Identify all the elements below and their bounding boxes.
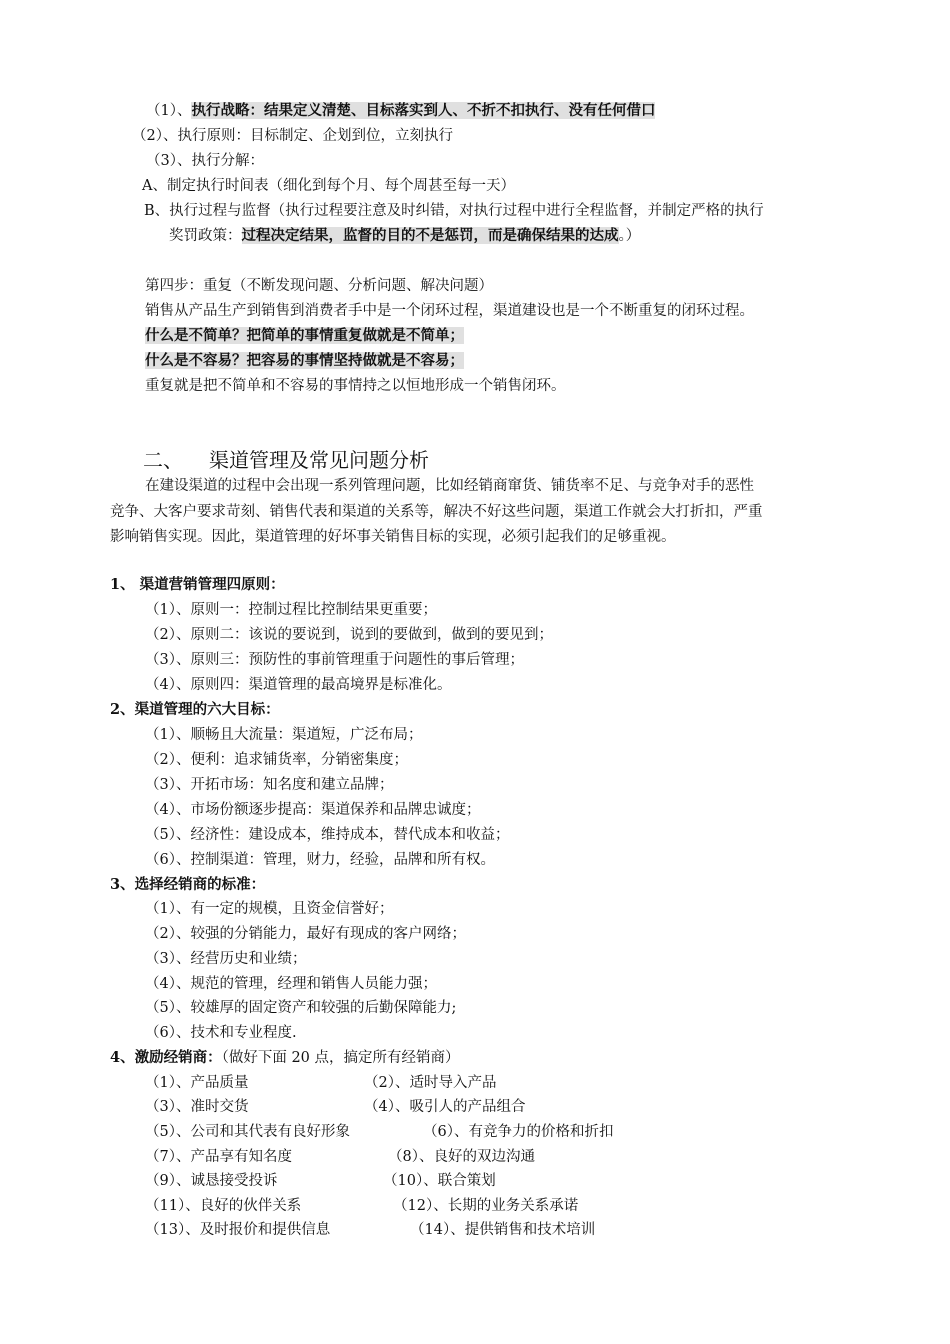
section2-para-line1: 在建设渠道的过程中会出现一系列管理问题，比如经销商窜货、铺货率不足、与竞争对手的恶性: [145, 478, 754, 494]
principles-heading: 1、 渠道营销管理四原则：: [110, 576, 285, 593]
principle-item: （4）、原则四：渠道管理的最高境界是标准化。: [145, 677, 452, 693]
exec-item-b-suffix: 。）: [618, 228, 641, 244]
exec-item-a: A、制定执行时间表（细化到每个月、每个周甚至每一天）: [142, 178, 515, 194]
section2-number: 二、: [143, 448, 183, 472]
incentive-heading-bold: 4、激励经销商：: [110, 1049, 222, 1066]
criteria-item: （4）、规范的管理，经理和销售人员能力强；: [145, 976, 437, 992]
incentive-item: （7）、产品享有知名度: [145, 1149, 292, 1165]
exec-item-1: [146, 99, 655, 123]
exec-item-2: （2）、执行原则：目标制定、企划到位，立刻执行: [132, 128, 453, 144]
criteria-item: （5）、较雄厚的固定资产和较强的后勤保障能力;: [145, 1000, 457, 1016]
goals-heading: 2、渠道管理的六大目标：: [110, 701, 280, 718]
principle-item: （1）、原则一：控制过程比控制结果更重要；: [145, 602, 437, 618]
incentive-heading: [110, 1046, 460, 1070]
incentive-item: （6）、有竞争力的价格和折扣: [423, 1124, 614, 1140]
criteria-item: （1）、有一定的规模，且资金信誉好；: [145, 901, 394, 917]
principle-item: （2）、原则二：该说的要说到，说到的要做到，做到的要见到；: [145, 627, 553, 643]
section2-title: 渠道管理及常见问题分析: [209, 448, 429, 472]
incentive-item: （13）、及时报价和提供信息: [145, 1222, 331, 1238]
exec-item-1-bold: 执行战略：结果定义清楚、目标落实到人、不折不扣执行、没有任何借口: [191, 102, 656, 119]
step4-title: 第四步：重复（不断发现问题、分析问题、解决问题）: [145, 278, 493, 294]
section2-para-line2: 竞争、大客户要求苛刻、销售代表和渠道的关系等，解决不好这些问题，渠道工作就会大打折扣，严重: [110, 504, 763, 520]
step4-bold2: [145, 349, 464, 373]
step4-line1: 销售从产品生产到销售到消费者手中是一个闭环过程，渠道建设也是一个不断重复的闭环过程。: [145, 303, 754, 319]
principle-item: （3）、原则三：预防性的事前管理重于问题性的事后管理；: [145, 652, 524, 668]
incentive-item: （5）、公司和其代表有良好形象: [145, 1124, 350, 1140]
goal-item: （1）、顺畅且大流量：渠道短，广泛布局；: [145, 727, 423, 743]
incentive-item: （3）、准时交货: [145, 1099, 249, 1115]
incentive-item: （11）、良好的伙伴关系: [145, 1198, 302, 1214]
exec-item-b-prefix: 奖罚政策：: [169, 228, 242, 244]
criteria-item: （6）、技术和专业程度.: [145, 1025, 297, 1041]
criteria-item: （3）、经营历史和业绩；: [145, 951, 307, 967]
goal-item: （2）、便利：追求铺货率，分销密集度；: [145, 752, 408, 768]
incentive-item: （4）、吸引人的产品组合: [364, 1099, 526, 1115]
goal-item: （5）、经济性：建设成本，维持成本，替代成本和收益；: [145, 827, 510, 843]
exec-item-b-bold: 过程决定结果，监督的目的不是惩罚，而是确保结果的达成: [241, 227, 619, 244]
incentive-item: （8）、良好的双边沟通: [388, 1149, 535, 1165]
step4-bold1-text: 什么是不简单？把简单的事情重复做就是不简单；: [145, 327, 464, 344]
incentive-item: （14）、提供销售和技术培训: [410, 1222, 596, 1238]
incentive-heading-rest: （做好下面 20 点，搞定所有经销商）: [221, 1050, 460, 1066]
goal-item: （6）、控制渠道：管理，财力，经验，品牌和所有权。: [145, 852, 495, 868]
step4-bold1: [145, 324, 464, 348]
incentive-item: （2）、适时导入产品: [364, 1075, 497, 1091]
exec-item-3: （3）、执行分解：: [146, 153, 264, 169]
exec-item-b-line2: [169, 224, 640, 248]
section2-para-line3: 影响销售实现。因此，渠道管理的好坏事关销售目标的实现，必须引起我们的足够重视。: [110, 529, 676, 545]
criteria-heading: 3、选择经销商的标准：: [110, 876, 266, 893]
goal-item: （4）、市场份额逐步提高：渠道保养和品牌忠诚度；: [145, 802, 481, 818]
incentive-item: （12）、长期的业务关系承诺: [393, 1198, 579, 1214]
incentive-item: （1）、产品质量: [145, 1075, 249, 1091]
incentive-item: （9）、诚恳接受投诉: [145, 1173, 278, 1189]
step4-bold2-text: 什么是不容易？把容易的事情坚持做就是不容易；: [145, 352, 464, 369]
incentive-item: （10）、联合策划: [383, 1173, 496, 1189]
exec-item-b-line1: B、执行过程与监督（执行过程要注意及时纠错，对执行过程中进行全程监督，并制定严格的执行: [144, 203, 764, 219]
goal-item: （3）、开拓市场：知名度和建立品牌；: [145, 777, 394, 793]
criteria-item: （2）、较强的分销能力，最好有现成的客户网络；: [145, 926, 466, 942]
exec-item-1-prefix: （1）、: [146, 103, 192, 119]
step4-line2: 重复就是把不简单和不容易的事情持之以恒地形成一个销售闭环。: [145, 378, 566, 394]
